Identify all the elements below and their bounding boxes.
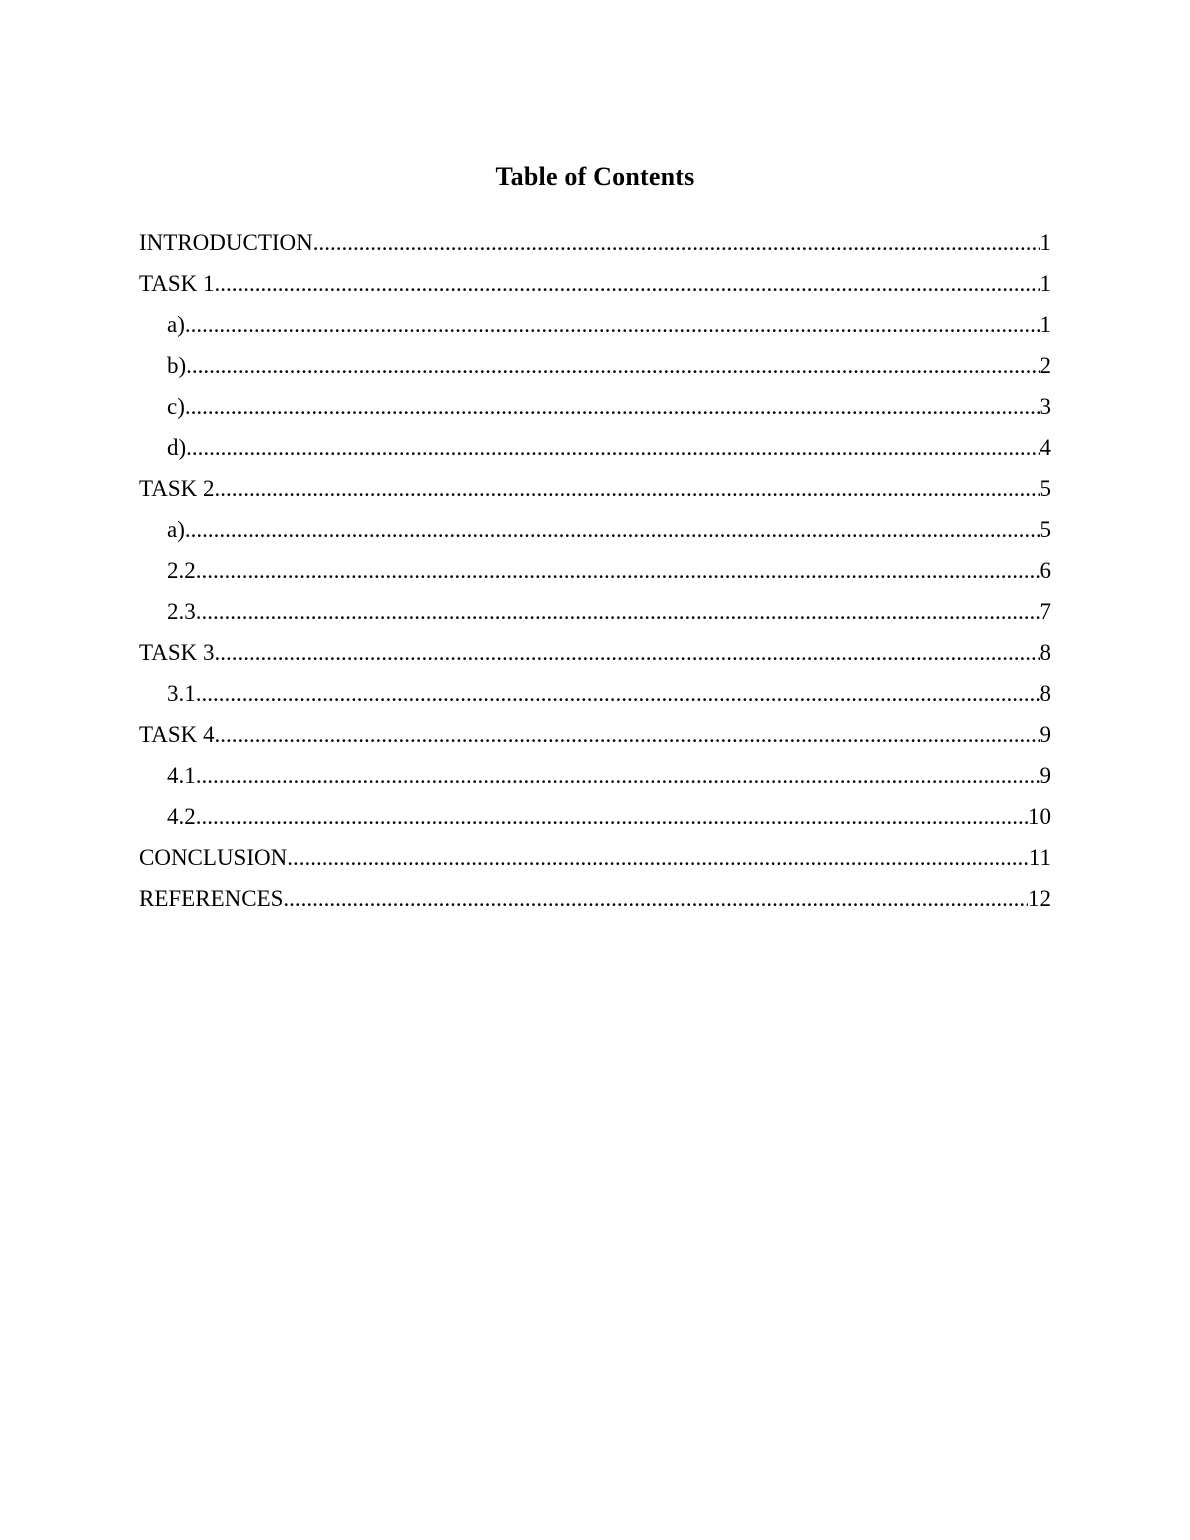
toc-leader-dots (196, 682, 1040, 705)
toc-entry-label: TASK 2 (139, 476, 215, 501)
toc-entry[interactable] (139, 878, 1051, 919)
toc-leader-dots (214, 272, 1039, 295)
toc-entry-label: REFERENCES (139, 886, 284, 911)
toc-entry-page-number: 1 (1039, 271, 1051, 296)
toc-entry[interactable] (139, 714, 1051, 755)
toc-entry[interactable] (139, 837, 1051, 878)
toc-entry-label: a) (167, 517, 185, 542)
toc-entry-page-number: 6 (1039, 558, 1051, 583)
toc-entry-label: c) (167, 394, 185, 419)
toc-entry-page-number: 11 (1028, 845, 1051, 870)
page-title: Table of Contents (495, 162, 695, 191)
toc-leader-dots (313, 231, 1040, 254)
toc-entry-page-number: 7 (1039, 599, 1051, 624)
toc-entry[interactable] (139, 468, 1051, 509)
toc-entry-page-number: 5 (1039, 476, 1051, 501)
toc-entry-page-number: 2 (1039, 353, 1051, 378)
toc-leader-dots (185, 518, 1040, 541)
toc-leader-dots (186, 436, 1039, 459)
toc-entry-page-number: 8 (1039, 681, 1051, 706)
toc-entry[interactable] (139, 263, 1051, 304)
toc-leader-dots (196, 764, 1040, 787)
toc-entry-page-number: 4 (1039, 435, 1051, 460)
toc-entry-page-number: 1 (1039, 230, 1051, 255)
toc-entry-page-number: 3 (1039, 394, 1051, 419)
toc-leader-dots (287, 846, 1029, 869)
toc-entry-label: d) (167, 435, 187, 460)
toc-leader-dots (214, 641, 1039, 664)
toc-entry-page-number: 1 (1039, 312, 1051, 337)
toc-entry-page-number: 10 (1028, 804, 1051, 829)
toc-entry-label: 4.2 (167, 804, 196, 829)
toc-entry[interactable] (139, 427, 1051, 468)
toc-entry[interactable] (139, 632, 1051, 673)
toc-entry[interactable] (139, 509, 1051, 550)
toc-leader-dots (186, 354, 1039, 377)
toc-entry-label: 3.1 (167, 681, 196, 706)
toc-entry-label: CONCLUSION (139, 845, 288, 870)
toc-leader-dots (196, 805, 1028, 828)
toc-leader-dots (214, 723, 1039, 746)
toc-entry-page-number: 9 (1039, 722, 1051, 747)
toc-entry-page-number: 5 (1039, 517, 1051, 542)
toc-entry[interactable] (139, 755, 1051, 796)
toc-leader-dots (196, 600, 1040, 623)
toc-entry-label: 2.2 (167, 558, 196, 583)
toc-leader-dots (185, 313, 1040, 336)
toc-entry-label: TASK 1 (139, 271, 215, 296)
toc-entry[interactable] (139, 345, 1051, 386)
toc-entry[interactable] (139, 304, 1051, 345)
toc-entry[interactable] (139, 222, 1051, 263)
toc-entry-label: INTRODUCTION (139, 230, 313, 255)
table-of-contents (139, 222, 1051, 919)
toc-leader-dots (196, 559, 1040, 582)
toc-entry[interactable] (139, 673, 1051, 714)
toc-entry[interactable] (139, 386, 1051, 427)
toc-entry-page-number: 8 (1039, 640, 1051, 665)
toc-entry[interactable] (139, 796, 1051, 837)
toc-entry-label: a) (167, 312, 185, 337)
toc-entry[interactable] (139, 550, 1051, 591)
toc-entry-label: TASK 4 (139, 722, 215, 747)
toc-leader-dots (283, 887, 1028, 910)
toc-entry-label: b) (167, 353, 187, 378)
toc-entry[interactable] (139, 591, 1051, 632)
toc-entry-label: TASK 3 (139, 640, 215, 665)
toc-leader-dots (185, 395, 1040, 418)
toc-entry-page-number: 9 (1039, 763, 1051, 788)
toc-entry-label: 2.3 (167, 599, 196, 624)
toc-leader-dots (214, 477, 1039, 500)
toc-entry-label: 4.1 (167, 763, 196, 788)
toc-entry-page-number: 12 (1028, 886, 1051, 911)
